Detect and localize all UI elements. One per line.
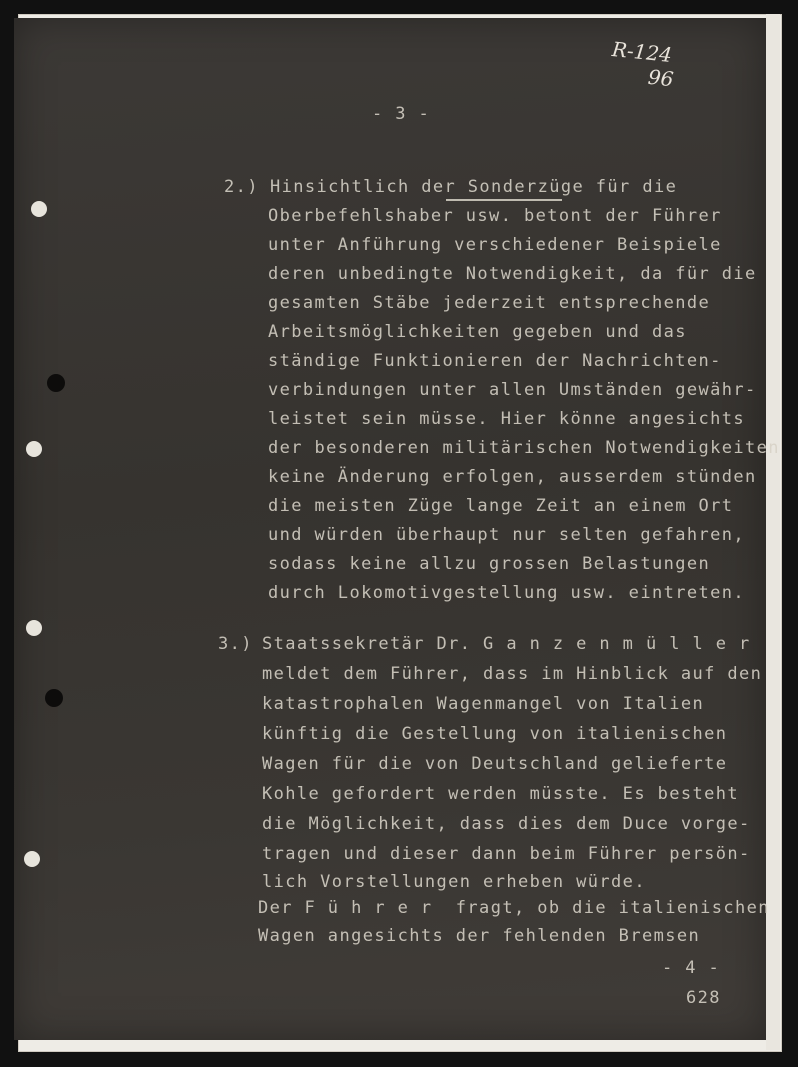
punch-hole [26,441,42,457]
text-line: Der F ü h r e r fragt, ob die italienischen [258,898,770,918]
archive-mark-line2: 96 [646,64,675,92]
text-line: durch Lokomotivgestellung usw. eintreten. [268,583,746,603]
text-line: sodass keine allzu grossen Belastungen [268,554,711,574]
punch-hole [26,620,42,636]
text-line: meldet dem Führer, dass im Hinblick auf den [262,664,763,684]
item-number: 3.) [218,634,253,654]
page-header: - 3 - [372,104,431,124]
punch-hole [45,689,63,707]
text-line: künftig die Gestellung von italienischen [262,724,728,744]
text-line: Wagen angesichts der fehlenden Bremsen [258,926,701,946]
archive-mark-line1: R-124 [610,36,674,68]
underline-mark [446,199,562,201]
document-number: 628 [686,988,721,1008]
page-margin-strip [766,14,780,1050]
punch-hole [47,374,65,392]
text-line: lich Vorstellungen erheben würde. [262,872,646,892]
text-line: ständige Funktionieren der Nachrichten- [268,351,722,371]
text-line: unter Anführung verschiedener Beispiele [268,235,722,255]
text-line: Arbeitsmöglichkeiten gegeben und das [268,322,687,342]
text-line: verbindungen unter allen Umständen gewähr- [268,380,757,400]
punch-hole [24,851,40,867]
text-line: der besonderen militärischen Notwendigkeiten [268,438,780,458]
text-line: gesamten Stäbe jederzeit entsprechende [268,293,711,313]
text-line: die Möglichkeit, dass dies dem Duce vorge- [262,814,751,834]
text-line: die meisten Züge lange Zeit an einem Ort [268,496,734,516]
text-line: leistet sein müsse. Hier könne angesichts [268,409,746,429]
text-line: Wagen für die von Deutschland gelieferte [262,754,728,774]
text-line: katastrophalen Wagenmangel von Italien [262,694,705,714]
text-line: Staatssekretär Dr. G a n z e n m ü l l e r [262,634,751,654]
text-line: keine Änderung erfolgen, ausserdem stünden [268,467,757,487]
punch-hole [31,201,47,217]
text-line: tragen und dieser dann beim Führer persön- [262,844,751,864]
text-line: Kohle gefordert werden müsste. Es besteht [262,784,740,804]
text-line: Hinsichtlich der Sonderzüge für die [270,177,678,197]
text-line: Oberbefehlshaber usw. betont der Führer [268,206,722,226]
item-number: 2.) [224,177,259,197]
text-line: und würden überhaupt nur selten gefahren, [268,525,746,545]
text-line: deren unbedingte Notwendigkeit, da für die [268,264,757,284]
next-page-marker: - 4 - [662,958,721,978]
